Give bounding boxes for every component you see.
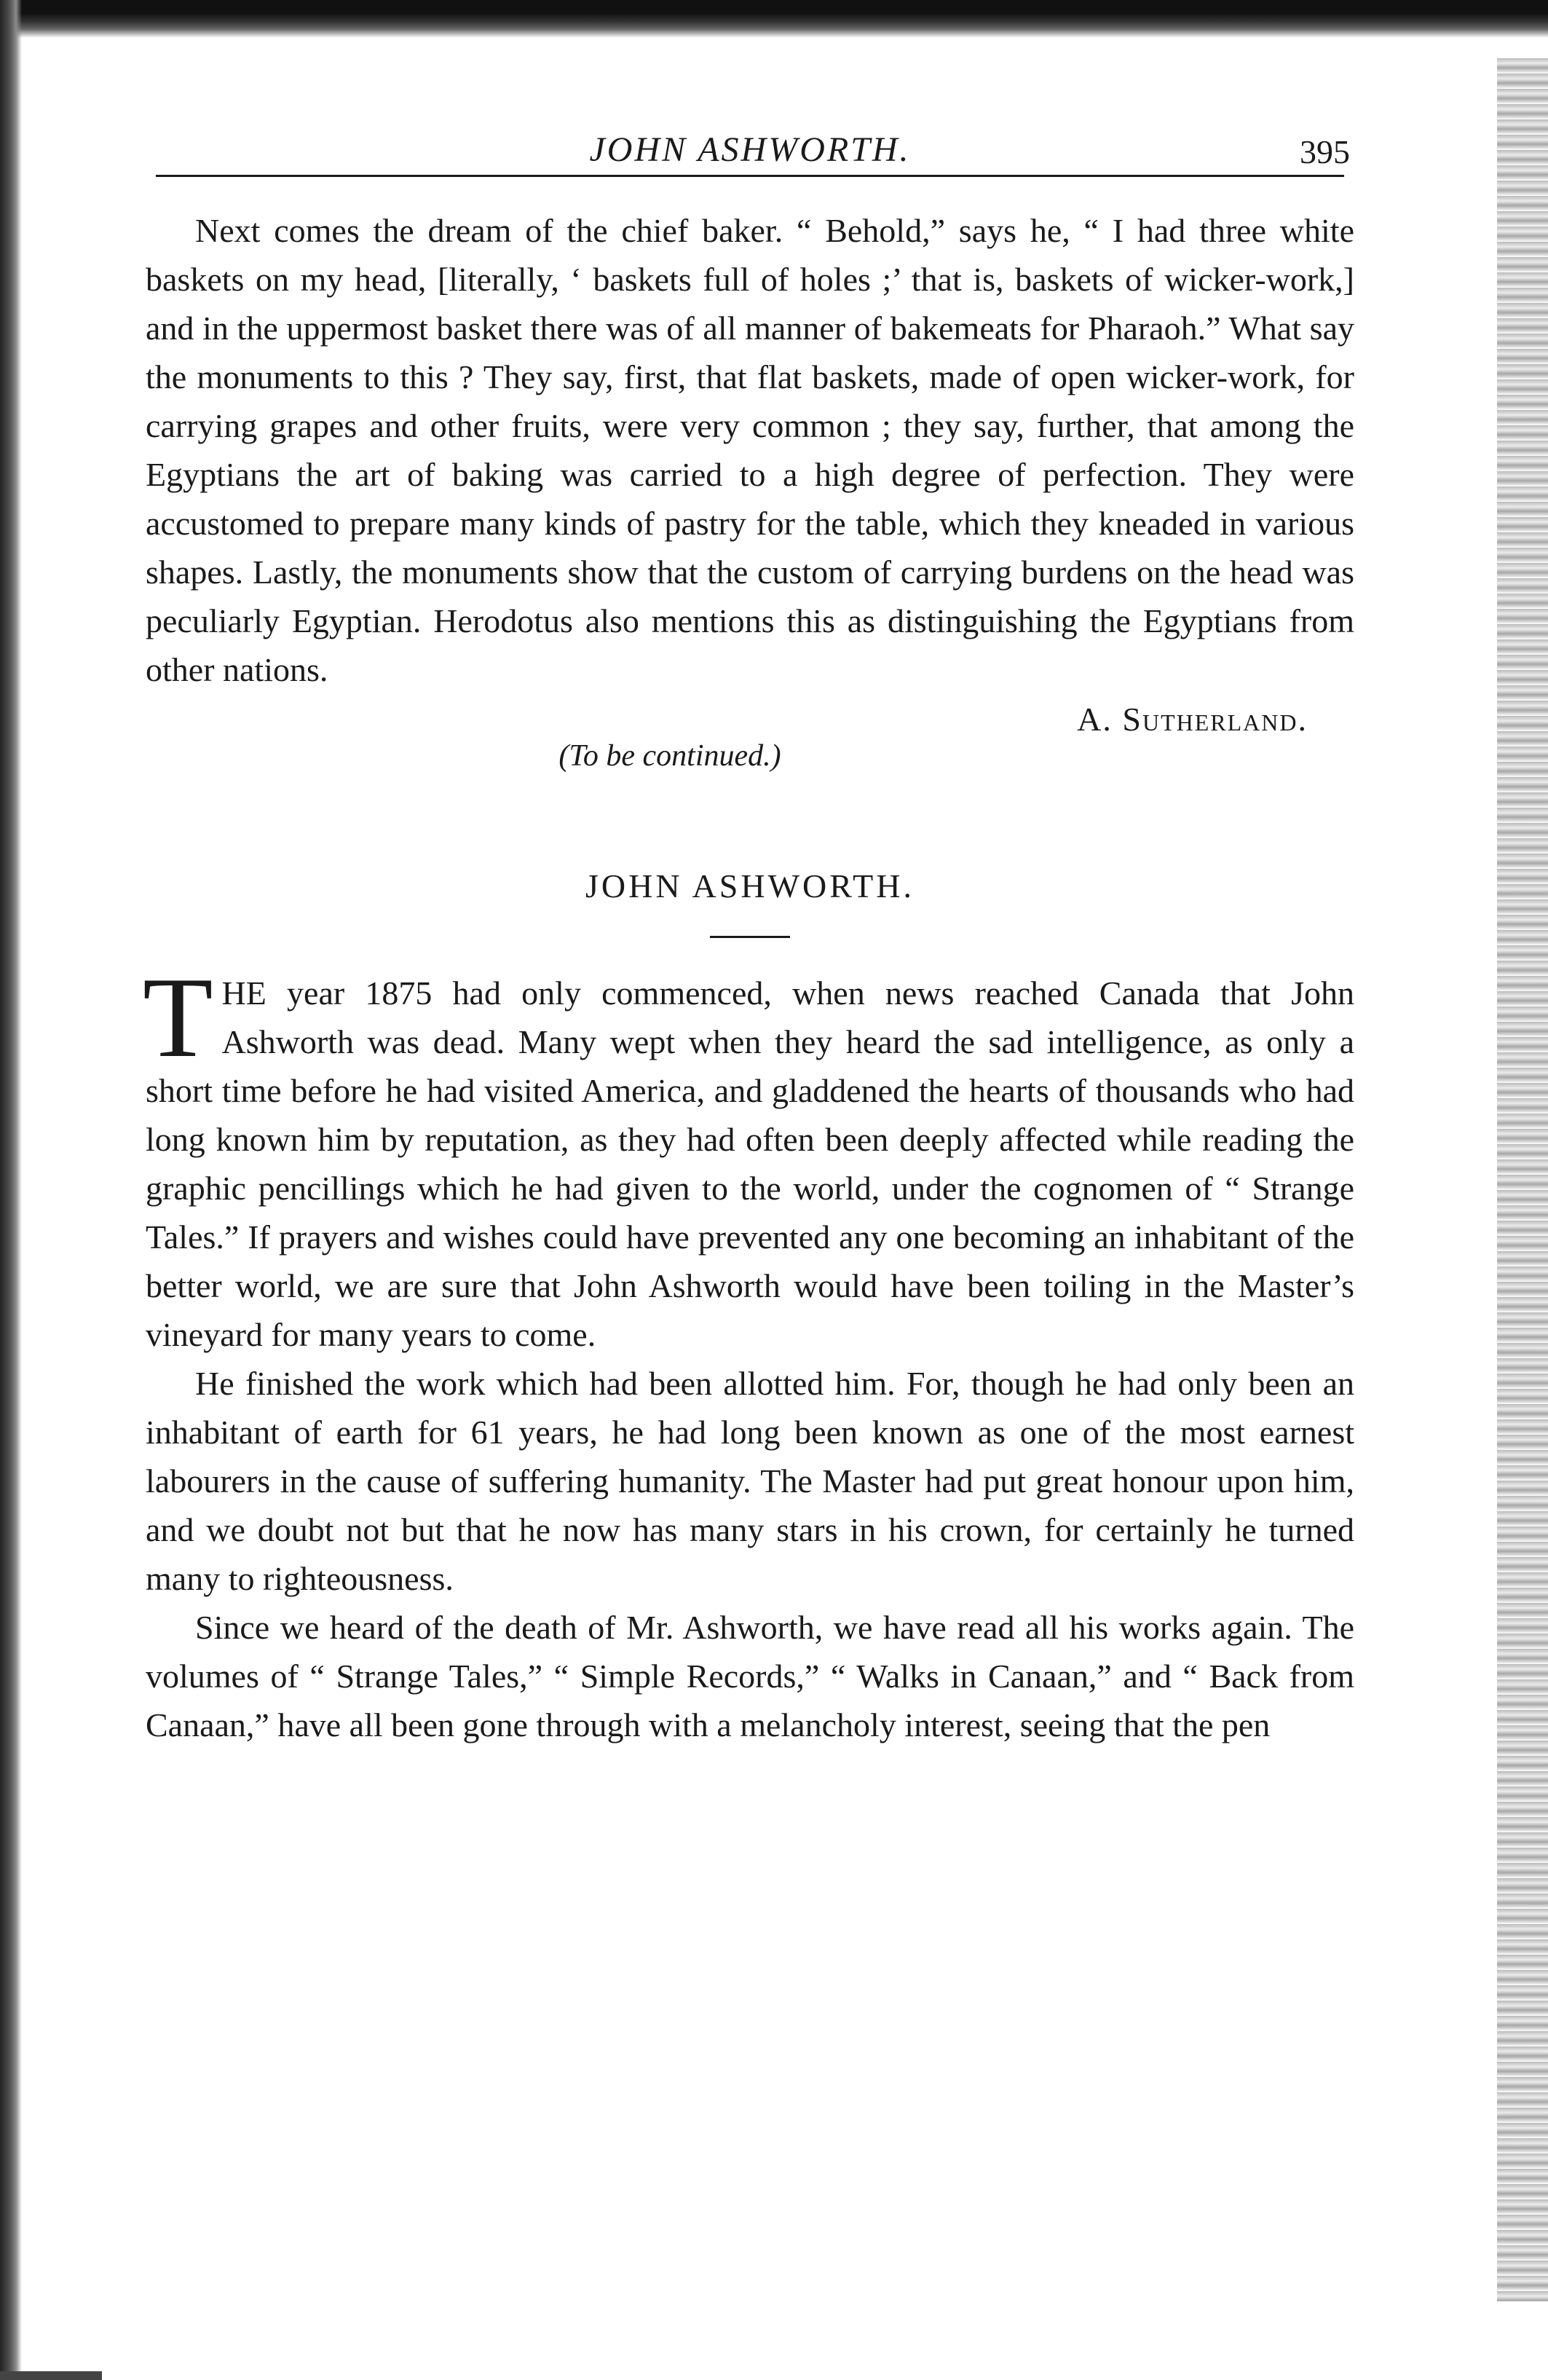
running-head-title: JOHN ASHWORTH. [589, 130, 911, 169]
scan-bottom-corner [0, 2371, 102, 2380]
scan-right-edge [1497, 58, 1548, 2301]
article-2-paragraph-2: He finished the work which had been allotted him. For, though he had only been an inhabitant of earth for 61 years, he had long been known as one of the most earnest labourers in the cause of suffering humanity. The Master had put great honour upon him, and we doubt not but that he now has many stars in his crown, for certainly he turned many to righteousness. [146, 1365, 1354, 1597]
article-2-body [143, 954, 1354, 1749]
article-2-paragraph-1 [143, 954, 1354, 1359]
article-2-title: JOHN ASHWORTH. [585, 867, 915, 905]
book-page [143, 109, 1354, 1749]
running-head [146, 109, 1354, 175]
article-1-paragraph: Next comes the dream of the chief baker. “ Behold,” says he, “ I had three white baskets on my head, [literally, ‘ baskets full of holes ;’ that is, baskets of wicker-work,] and in the uppermost basket there was of all manner of bakemeats for Pharaoh.” What say the monuments to this ? They say, first, that flat baskets, made of open wicker-work, for carrying grapes and other fruits, were very common ; they say, further, that among the Egyptians the art of baking was carried to a high degree of perfection. They were accustomed to prepare many kinds of pastry for the table, which they kneaded in various shapes. Lastly, the monuments show that the custom of carrying burdens on the head was peculiarly Egyptian. Herodotus also mentions this as distinguishing the Egyptians from other nations. [146, 212, 1354, 688]
scan-top-edge [0, 0, 1548, 38]
article-2-paragraph-1-text: HE year 1875 had only commenced, when news reached Canada that John Ashworth was dead. Many wept when they heard the sad intelligence, as only a short time before he had visited America, and gladdened the hearts of thousands who had long known him by reputation, as they had often been deeply affected while reading the graphic pencillings which he had given to the world, under the cognomen of “ Strange Tales.” If prayers and wishes could have prevented any one becoming an inhabitant of the better world, we are sure that John Ashworth would have been toiling in the Master’s vineyard for many years to come. [146, 974, 1354, 1353]
header-rule [156, 175, 1344, 177]
to-be-continued-note: (To be continued.) [558, 739, 781, 773]
scan-left-edge [0, 0, 22, 2380]
article-1-body [146, 206, 1354, 694]
page-number: 395 [1300, 133, 1350, 170]
article-2-paragraph-3: Since we heard of the death of Mr. Ashworth, we have read all his works again. The volumes of “ Strange Tales,” “ Simple Records,” “ Walks in Canaan,” and “ Back from Canaan,” have all been gone through with a melancholy interest, seeing that the pen [146, 1609, 1354, 1743]
author-signature: A. Sutherland. [1077, 701, 1308, 738]
title-rule [710, 936, 790, 938]
drop-cap: T [143, 954, 213, 1081]
